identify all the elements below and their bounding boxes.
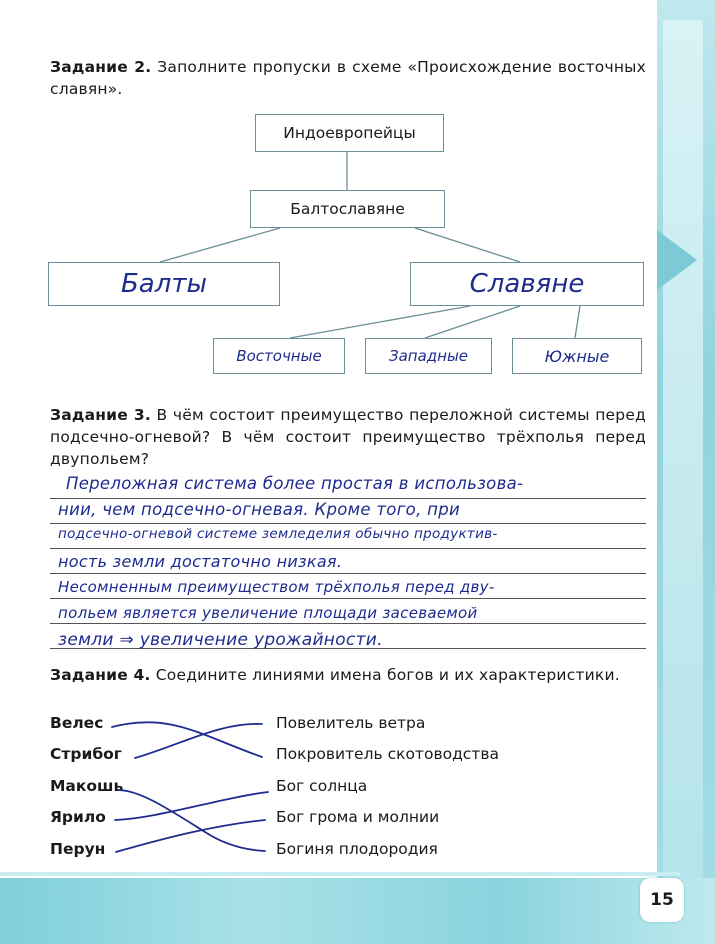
answer-rule <box>50 573 646 574</box>
answer-rule <box>50 523 646 524</box>
trait-wind[interactable]: Повелитель ветра <box>276 714 426 732</box>
task4-prompt <box>50 664 646 686</box>
answer-line-5: Несомненным преимуществом трёхполья перед дву- <box>58 578 495 596</box>
god-stribog[interactable]: Стрибог <box>50 745 122 763</box>
answer-line-3: подсечно-огневой системе земледелия обычно продуктив- <box>58 526 498 542</box>
trait-thunder[interactable]: Бог грома и молнии <box>276 808 440 826</box>
task3-prompt <box>50 404 646 470</box>
diagram-answer-south: Южные <box>544 346 610 366</box>
diagram-box-baltoslavs <box>250 190 445 228</box>
diagram-box-indoeuropeans <box>255 114 444 152</box>
answer-line-4: ность земли достаточно низкая. <box>58 552 343 571</box>
side-decor-triangle <box>657 230 697 290</box>
diagram-label-baltoslavs: Балтославяне <box>290 200 405 218</box>
task3-text: В чём состоит преимущество переложной системы перед подсечно-огневой? В чём состоит преимущество трёхполья перед двупольем? <box>50 406 646 468</box>
diagram-answer-east: Восточные <box>236 347 322 365</box>
trait-livestock[interactable]: Покровитель скотоводства <box>276 745 499 763</box>
diagram-box-sub2[interactable] <box>365 338 492 374</box>
diagram-box-sub1[interactable] <box>213 338 345 374</box>
match-line-yarilo <box>115 792 268 820</box>
answer-rule <box>50 548 646 549</box>
god-perun[interactable]: Перун <box>50 840 106 858</box>
diagram-answer-west: Западные <box>388 347 469 365</box>
page-number: 15 <box>640 878 684 922</box>
god-veles[interactable]: Велес <box>50 714 104 732</box>
bottom-decor-line <box>0 872 680 876</box>
task3-title: Задание 3. <box>50 406 151 424</box>
diagram-box-sub3[interactable] <box>512 338 642 374</box>
diagram-answer-slavs: Славяне <box>469 269 585 299</box>
answer-line-6: польем является увеличение площади засеваемой <box>58 604 478 622</box>
diagram-label-indoeuropeans: Индоевропейцы <box>283 124 416 142</box>
task4-text: Соедините линиями имена богов и их характеристики. <box>155 666 620 684</box>
answer-line-2: нии, чем подсечно-огневая. Кроме того, при <box>58 500 461 519</box>
match-line-stribog <box>135 724 262 758</box>
task2-title: Задание 2. <box>50 58 152 76</box>
answer-rule <box>50 598 646 599</box>
answer-line-1: Переложная система более простая в использова- <box>66 474 524 493</box>
answer-rule <box>50 498 646 499</box>
answer-rule <box>50 623 646 624</box>
answer-line-7: земли ⇒ увеличение урожайности. <box>58 630 383 650</box>
god-makosh[interactable]: Макошь <box>50 777 124 795</box>
trait-fertility[interactable]: Богиня плодородия <box>276 840 438 858</box>
diagram-answer-balts: Балты <box>120 269 208 299</box>
diagram-box-left[interactable] <box>48 262 280 306</box>
task2-text: Заполните пропуски в схеме «Происхождение восточных славян». <box>50 58 646 98</box>
bottom-decor-band <box>0 878 715 944</box>
trait-sun[interactable]: Бог солнца <box>276 777 368 795</box>
diagram-box-right[interactable] <box>410 262 644 306</box>
task2-prompt <box>50 56 646 100</box>
match-line-makosh <box>118 790 265 851</box>
task4-title: Задание 4. <box>50 666 151 684</box>
god-yarilo[interactable]: Ярило <box>50 808 106 826</box>
match-line-perun <box>116 820 265 852</box>
side-decor-inner <box>663 20 703 920</box>
match-line-veles <box>112 722 262 757</box>
